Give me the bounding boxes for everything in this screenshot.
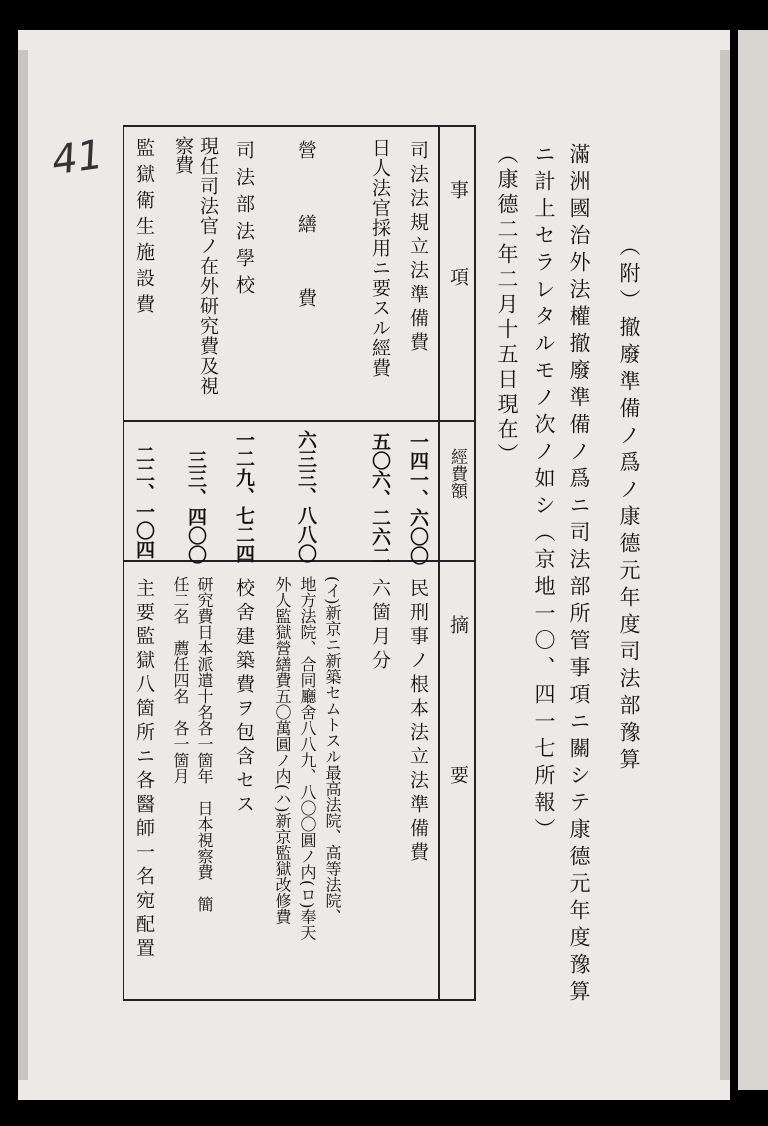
row-3-amount: 六三三、八八〇 <box>295 430 317 563</box>
row-1-item: 司法法規立法準備費 <box>407 140 429 356</box>
heading-line-3: ニ計上セラレタルモノ次ノ如シ（京地一〇、四一七所報） <box>532 143 556 845</box>
row-2-item: 日人法官採用ニ要スル經費 <box>369 138 391 378</box>
row-divider-items <box>123 420 475 422</box>
row-1-amount: 一四一、六〇〇 <box>407 432 429 565</box>
row-4-summary: 校舍建築費ヲ包含セス <box>233 578 255 818</box>
heading-line-4: （康德二年二月十五日現在） <box>495 143 519 468</box>
row-4-item: 司法部法學校 <box>233 140 255 302</box>
row-5-summary-line-2: 任二名 薦任四名 各一箇月 <box>171 576 190 784</box>
row-2-amount: 五〇六、二六二 <box>369 432 391 565</box>
header-summary: 摘 要 <box>447 615 469 790</box>
row-5-item-line-1: 現任司法官ノ在外研究費及視 <box>197 136 219 396</box>
heading-title: （附）撤廢準備ノ爲ノ康德元年度司法部豫算 <box>617 235 641 775</box>
row-3-summary-line-2: 地方法院、合同廳舍八八九、八〇〇圓ノ内(ロ)奉天 <box>298 576 317 941</box>
row-5-summary-line-1: 研究費日本派遣十名各一箇年 日本視察費 簡 <box>195 576 214 912</box>
row-1-summary: 民刑事ノ根本法立法準備費 <box>407 578 429 866</box>
row-5-item-line-2: 察費 <box>172 136 194 174</box>
row-5-amount: 三三、四〇〇 <box>185 450 207 564</box>
row-3-item: 營 繕 費 <box>295 140 317 325</box>
heading-line-2: 滿洲國治外法權撤廢準備ノ爲ニ司法部所管事項ニ關シテ康德元年度豫算 <box>567 143 591 1007</box>
row-6-summary: 主要監獄八箇所ニ各醫師一名宛配置 <box>133 578 155 962</box>
row-3-summary-line-3: 外人監獄營繕費五〇萬圓ノ内(ハ)新京監獄改修費 <box>273 576 292 925</box>
row-2-summary: 六箇月分 <box>369 578 391 674</box>
page-number: 41 <box>49 131 106 185</box>
header-column-divider <box>438 125 440 999</box>
row-6-amount: 二二、一〇四 <box>133 445 155 559</box>
row-3-summary-line-1: (イ)新京ニ新築セムトスル最高法院、高等法院、 <box>323 576 342 925</box>
adjacent-page-edge <box>738 30 768 1090</box>
row-6-item: 監獄衛生施設費 <box>133 138 155 320</box>
row-4-amount: 一二九、七二四 <box>233 430 255 563</box>
header-amount: 經費額 <box>447 448 467 499</box>
header-item: 事 項 <box>447 180 469 296</box>
